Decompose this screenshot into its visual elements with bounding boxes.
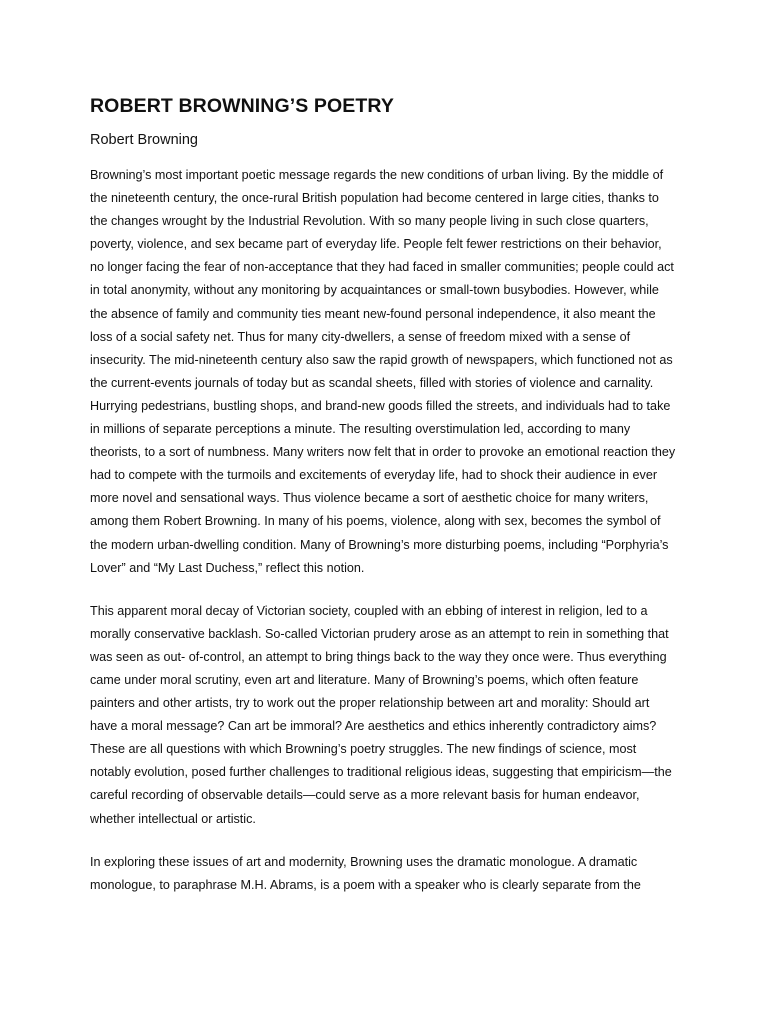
paragraph-dramatic-monologue: In exploring these issues of art and modernity, Browning uses the dramatic monologue. A dramatic monologue, to paraphrase M.H. Abrams, is a poem with a speaker who is clearly separate from the — [90, 854, 641, 892]
document-title: ROBERT BROWNING’S POETRY — [90, 95, 394, 117]
paragraph-urban-living: Browning’s most important poetic message regards the new conditions of urban living. By the middle of the nineteenth century, the once-rural British population had become centered in large cities, thanks to the changes wrought by the Industrial Revolution. With so many people living in such close quarters, poverty, violence, and sex became part of everyday life. People felt fewer restrictions on their behavior, no longer facing the fear of non-acceptance that they had faced in smaller communities; people could act in total anonymity, without any monitoring by acquaintances or small-town busybodies. However, while the absence of family and community ties meant new-found personal independence, it also meant the loss of a social safety net. Thus for many city-dwellers, a sense of freedom mixed with a sense of insecurity. The mid-nineteenth century also saw the rapid growth of newspapers, which functioned not as the current-events journals of today but as scandal sheets, filled with stories of violence and carnality. Hurrying pedestrians, bustling shops, and brand-new goods filled the streets, and individuals had to take in millions of separate perceptions a minute. The resulting overstimulation led, according to many theorists, to a sort of numbness. Many writers now felt that in order to provoke an emotional reaction they had to compete with the turmoils and excitements of everyday life, had to shock their audience in ever more novel and sensational ways. Thus violence became a sort of aesthetic choice for many writers, among them Robert Browning. In many of his poems, violence, along with sex, becomes the symbol of the modern urban-dwelling condition. Many of Browning’s more disturbing poems, including “Porphyria’s Lover” and “My Last Duchess,” reflect this notion. — [90, 168, 676, 575]
paragraph-moral-decay: This apparent moral decay of Victorian society, coupled with an ebbing of interest in religion, led to a morally conservative backlash. So-called Victorian prudery arose as an attempt to rein in something that was seen as out- of-control, an attempt to bring things back to the way they once were. Thus everything came under moral scrutiny, even art and literature. Many of Browning’s poems, which often feature painters and other artists, try to work out the proper relationship between art and morality: Should art have a moral message? Can art be immoral? Are aesthetics and ethics inherently contradictory aims? These are all questions with which Browning’s poetry struggles. The new findings of science, most notably evolution, posed further challenges to traditional religious ideas, suggesting that empiricism—the careful recording of observable details—could serve as a more relevant basis for human endeavor, whether intellectual or artistic. — [90, 603, 672, 826]
document-author: Robert Browning — [90, 132, 198, 148]
document-page — [90, 92, 678, 897]
